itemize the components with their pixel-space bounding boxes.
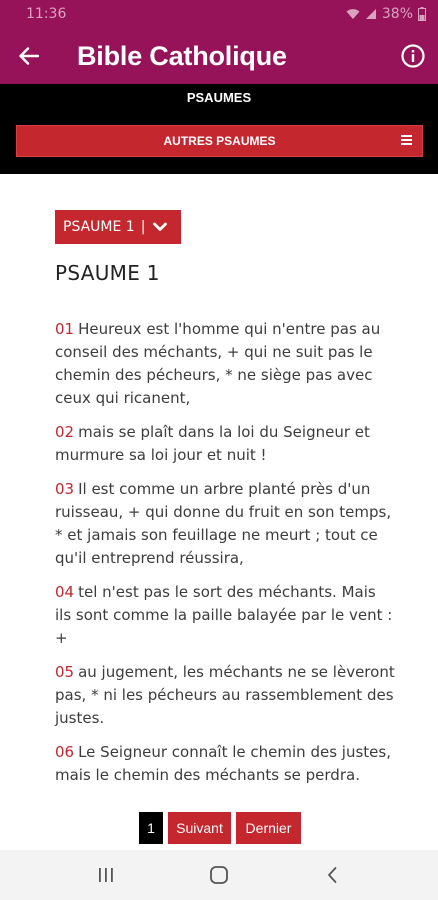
psalm-dropdown-value: PSAUME 1 (63, 219, 135, 235)
page-current-button[interactable]: 1 (139, 812, 163, 844)
battery-level: 38% (381, 6, 413, 22)
hamburger-icon (401, 135, 412, 146)
section-header (0, 84, 438, 174)
battery-icon (418, 7, 426, 21)
recents-button[interactable] (92, 861, 120, 889)
verse-item (55, 741, 395, 787)
last-page-button[interactable]: Dernier (236, 812, 301, 844)
signal-icon (365, 8, 377, 20)
verse-number: 06 (55, 743, 75, 761)
dropdown-separator: | (140, 219, 146, 235)
verse-number: 02 (55, 423, 75, 441)
verse-text: mais se plaît dans la loi du Seigneur et murmure sa loi jour et nuit ! (55, 423, 370, 464)
verse-text: tel n'est pas le sort des méchants. Mais ils sont comme la paille balayée par le vent : + (55, 583, 393, 647)
app-bar (0, 28, 438, 84)
wifi-icon (346, 8, 360, 20)
section-title: PSAUMES (186, 90, 252, 105)
arrow-left-icon (19, 47, 39, 65)
back-nav-button[interactable] (318, 861, 346, 889)
verse-item (55, 581, 395, 650)
verse-text: au jugement, les méchants ne se lèveront pas, * ni les pécheurs au rassemblement des justes. (55, 663, 395, 727)
recents-icon (97, 867, 115, 883)
app-title: Bible Catholique (77, 40, 287, 71)
verse-number: 01 (55, 320, 75, 338)
status-icons (346, 6, 426, 22)
status-time: 11:36 (26, 6, 67, 22)
system-nav-bar (0, 850, 438, 900)
verse-list (55, 318, 395, 798)
pagination (0, 812, 438, 844)
verse-item (55, 661, 395, 730)
home-button[interactable] (205, 861, 233, 889)
verse-item (55, 421, 395, 467)
verse-text: Le Seigneur connaît le chemin des justes, mais le chemin des méchants se perdra. (55, 743, 391, 784)
verse-item (55, 478, 395, 570)
verse-number: 04 (55, 583, 75, 601)
back-button[interactable] (0, 28, 58, 84)
psalm-dropdown[interactable] (55, 210, 181, 244)
verse-number: 05 (55, 663, 75, 681)
page-title: PSAUME 1 (55, 261, 160, 285)
verse-item (55, 318, 395, 410)
chevron-down-icon (153, 222, 167, 232)
status-bar (0, 0, 438, 28)
verse-text: Il est comme un arbre planté près d'un ruisseau, + qui donne du fruit en son temps, * et jamais son feuillage ne meurt ; tout ce qu'il entreprend réussira, (55, 480, 392, 567)
other-psalms-button[interactable] (16, 125, 423, 157)
info-icon (399, 42, 427, 70)
other-psalms-label: AUTRES PSAUMES (163, 134, 276, 148)
info-button[interactable] (399, 42, 427, 70)
home-icon (209, 865, 229, 885)
verse-number: 03 (55, 480, 75, 498)
back-icon (326, 866, 338, 884)
next-page-button[interactable]: Suivant (168, 812, 231, 844)
verse-text: Heureux est l'homme qui n'entre pas au conseil des méchants, + qui ne suit pas le chemin des pécheurs, * ne siège pas avec ceux qui ricanent, (55, 320, 381, 407)
